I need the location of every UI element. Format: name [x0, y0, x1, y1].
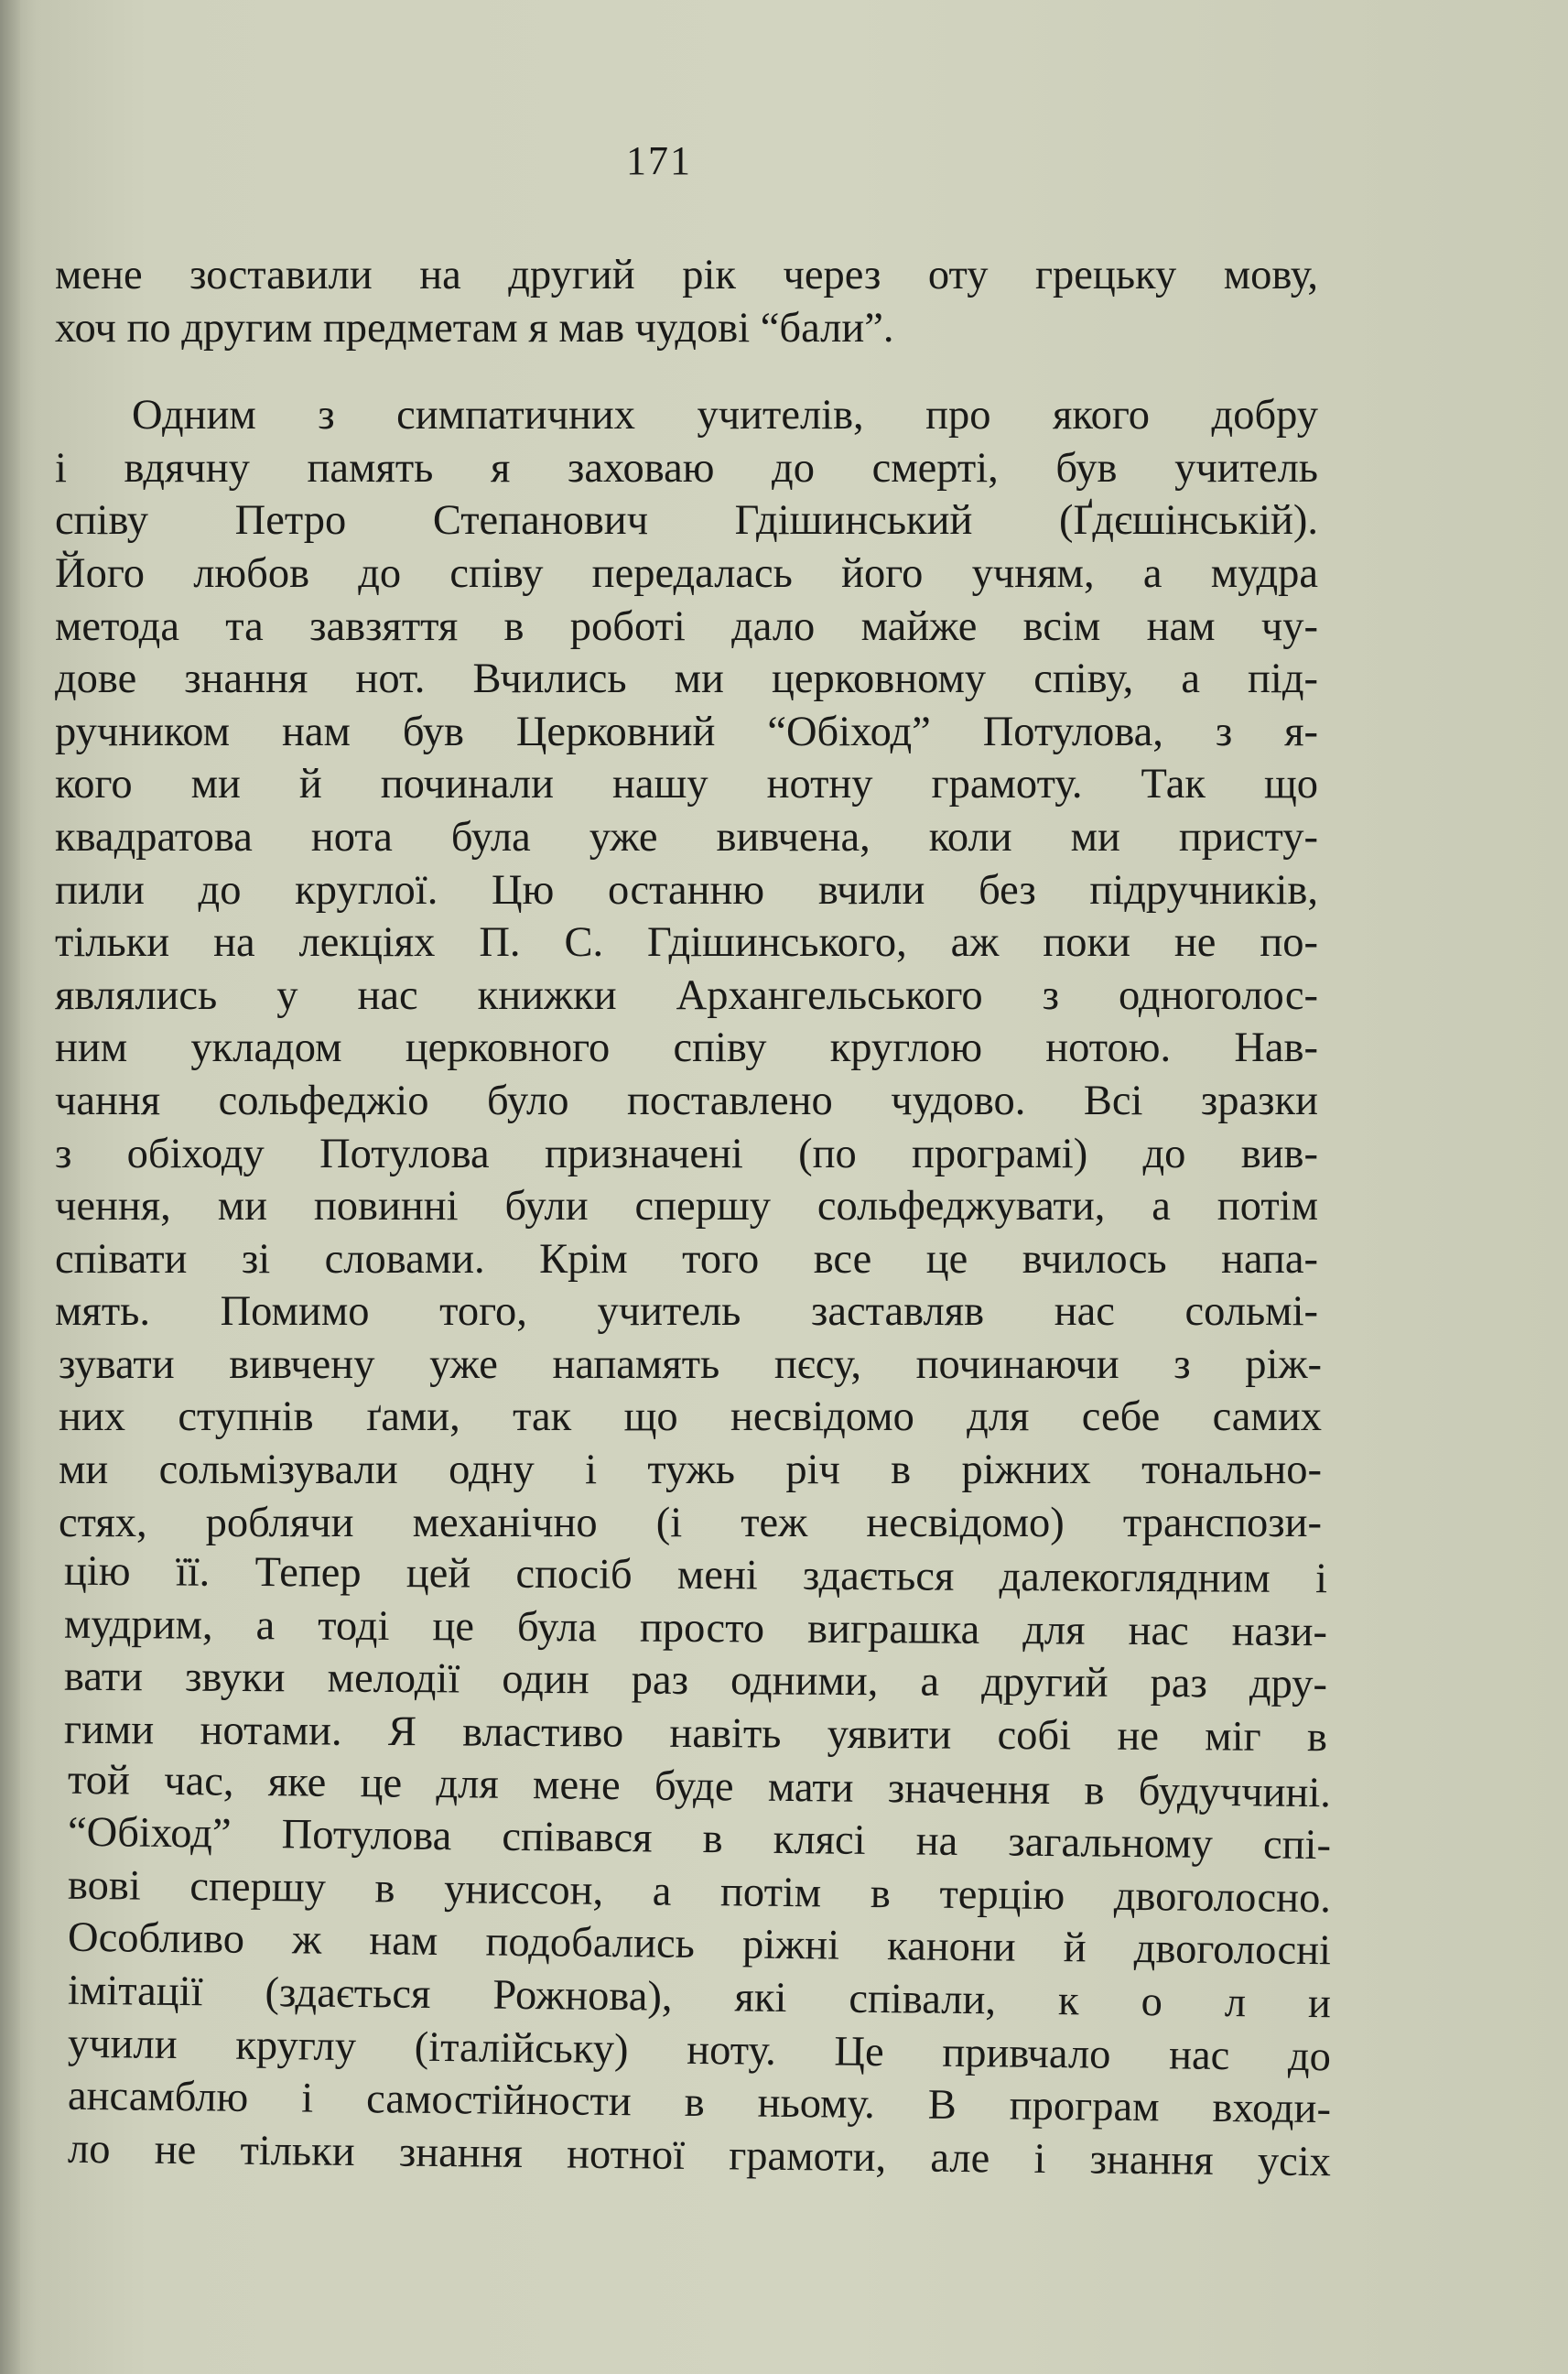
page-binding-edge [0, 0, 20, 2374]
text-line: імітації (здається Рожнова), які співали, к о л и [67, 1967, 1332, 2028]
text-line: учили круглу (італійську) ноту. Це привчало нас до [67, 2020, 1332, 2080]
text-line: квадратова нота була уже вивчена, коли ми присту- [55, 813, 1318, 861]
text-line: той час, яке це для мене буде мати значення в будуччині. [67, 1756, 1332, 1816]
text-line: вові спершу в униссон, а потім в терцію двоголосно. [67, 1861, 1332, 1923]
text-line: ансамблю і самостійности в ньому. В програм входи- [67, 2072, 1332, 2133]
paragraph-2 [55, 389, 1332, 2186]
text-line: мять. Помимо того, учитель заставляв нас сольмі- [55, 1288, 1318, 1336]
text-line: мудрим, а тоді це була просто виграшка для нас нази- [63, 1600, 1328, 1656]
text-line: з обіходу Потулова призначені (по програмі) до вив- [55, 1130, 1318, 1177]
text-line: ми сольмізували одну і тужь річ в ріжних тонально- [59, 1447, 1322, 1494]
page-number: 171 [626, 138, 692, 183]
body-text [55, 249, 1332, 2186]
text-line: ручником нам був Церковний “Обіход” Потулова, з я- [55, 708, 1318, 755]
text-line: гими нотами. Я властиво навіть уявити собі не міг в [63, 1706, 1328, 1762]
text-line: співати зі словами. Крім того все це вчилось напа- [55, 1235, 1318, 1283]
text-line: ним укладом церковного співу круглою нотою. Нав- [55, 1024, 1318, 1072]
text-line: вати звуки мелодії один раз одними, а другий раз дру- [63, 1653, 1328, 1708]
text-line: кого ми й починали нашу нотну грамоту. Так що [55, 761, 1318, 808]
text-line: і вдячну память я заховаю до смерті, був учитель [55, 444, 1318, 492]
text-line: дове знання нот. Вчились ми церковному співу, а під- [55, 656, 1318, 703]
text-line: являлись у нас книжки Архангельського з одноголос- [55, 971, 1318, 1019]
text-line: Його любов до співу передалась його учням, а мудра [55, 549, 1318, 597]
text-line: мене зоставили на другий рік через оту грецьку мову, [55, 252, 1318, 298]
text-line: пили до круглої. Цю останню вчили без підручників, [55, 866, 1318, 914]
text-line: чання сольфеджіо було поставлено чудово. Всі зразки [55, 1077, 1318, 1124]
text-line: співу Петро Степанович Гдішинський (Ґдєшінській). [55, 497, 1318, 545]
text-line: чення, ми повинні були спершу сольфеджувати, а потім [55, 1183, 1318, 1230]
text-line: ло не тільки знання нотної грамоти, але і знання усіх [67, 2125, 1332, 2186]
text-line: стях, роблячи механічно (і теж несвідомо) транспози- [59, 1499, 1322, 1546]
text-line: “Обіход” Потулова співався в клясі на загальному спі- [67, 1808, 1332, 1870]
text-line: хоч по другим предметам я мав чудові “бали”. [55, 304, 894, 352]
text-line: Одним з симпатичних учителів, про якого добру [132, 392, 1318, 439]
text-line: Особливо ж нам подобались ріжні канони й двоголосні [67, 1914, 1332, 1975]
text-line: тільки на лекціях П. С. Гдішинського, аж поки не по- [55, 919, 1318, 967]
text-line: метода та завзяття в роботі дало майже всім нам чу- [55, 602, 1318, 650]
paragraph-1 [55, 249, 1318, 354]
text-line: зувати вивчену уже напамять пєсу, починаючи з ріж- [59, 1340, 1322, 1388]
text-line: них ступнів ґами, так що несвідомо для себе самих [59, 1393, 1322, 1441]
text-line: цію її. Тепер цей спосіб мені здається далекоглядним і [63, 1548, 1328, 1603]
